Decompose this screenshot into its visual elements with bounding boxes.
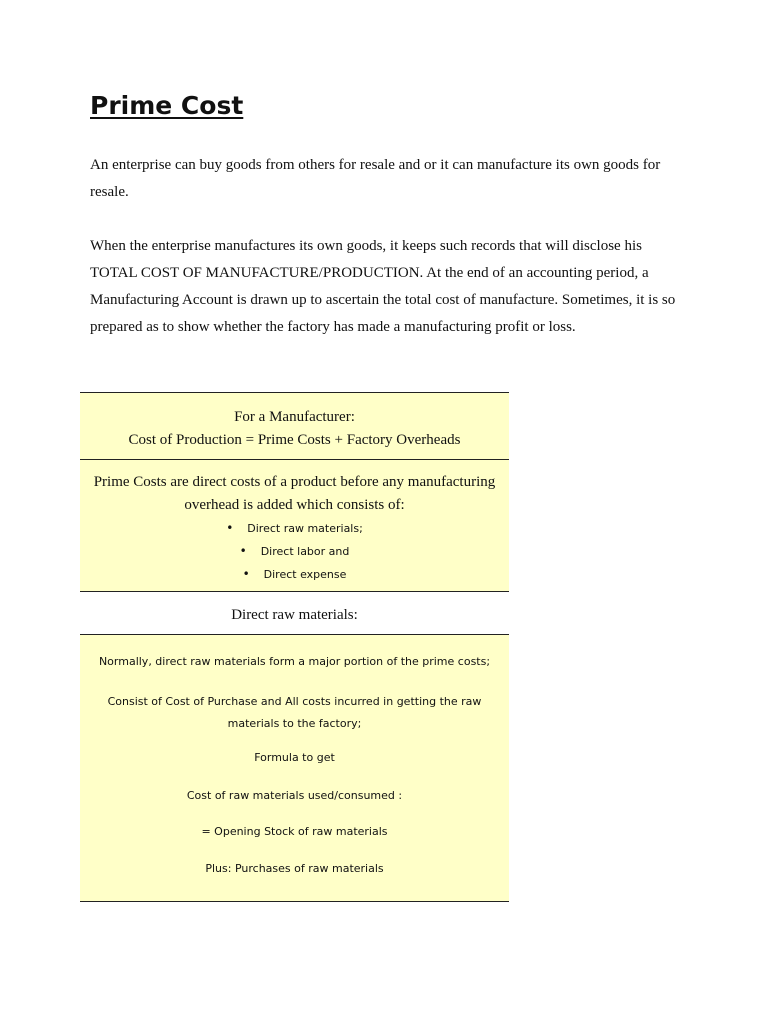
raw-materials-line: Normally, direct raw materials form a major portion of the prime costs; [98, 655, 491, 668]
cost-of-production-formula: Cost of Production = Prime Costs + Factory Overheads [128, 432, 461, 448]
bullet-icon: • [239, 544, 247, 558]
bullet-icon: • [242, 567, 250, 581]
direct-raw-materials-heading: Direct raw materials: [231, 607, 358, 623]
prime-costs-definition: Prime Costs are direct costs of a product before any manufacturing overhead is added which consists of: [93, 474, 496, 513]
manufacturer-formula-box [80, 392, 509, 460]
list-item: • Direct labor and [80, 540, 509, 563]
raw-materials-line: = Opening Stock of raw materials [201, 825, 388, 838]
list-item: • Direct expense [80, 563, 509, 586]
raw-materials-line: Formula to get [254, 751, 335, 764]
page-title: Prime Cost [90, 91, 244, 120]
list-item: • Direct raw materials; [80, 517, 509, 540]
manufacturer-label: For a Manufacturer: [234, 409, 355, 425]
raw-materials-line: Plus: Purchases of raw materials [205, 862, 384, 875]
prime-costs-box [80, 459, 509, 592]
raw-materials-box [80, 634, 509, 902]
raw-materials-line: Cost of raw materials used/consumed : [186, 789, 403, 802]
intro-paragraph: An enterprise can buy goods from others for resale and or it can manufacture its own goods for resale. [90, 157, 661, 200]
bullet-icon: • [226, 521, 234, 535]
prime-costs-list [80, 517, 509, 586]
raw-materials-line: Consist of Cost of Purchase and All costs incurred in getting the raw materials to the factory; [107, 695, 482, 730]
manufacture-paragraph: When the enterprise manufactures its own goods, it keeps such records that will disclose his TOTAL COST OF MANUFACTURE/PRODUCTION. At the end of an accounting period, a Manufacturing Account is drawn up to ascertain the total cost of manufacture. Sometimes, it is so prepared as to show whether the factory has made a manufacturing profit or loss. [90, 238, 676, 335]
